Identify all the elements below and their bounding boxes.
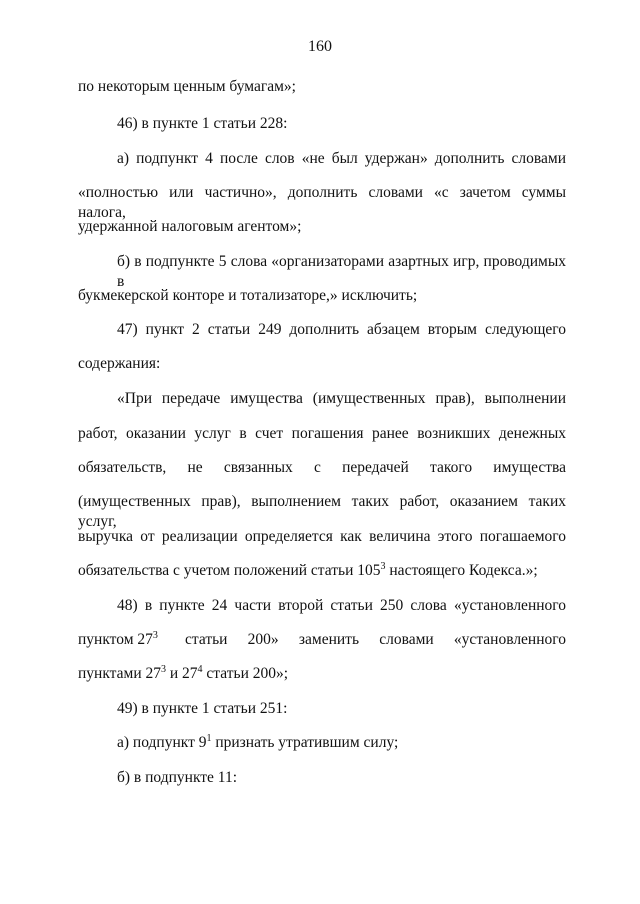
superscript: 3: [161, 664, 166, 675]
text-line: обязательств, не связанных с передачей такого имущества: [78, 459, 566, 476]
text-fragment: признать утратившим силу;: [211, 734, 399, 751]
text-line: по некоторым ценным бумагам»;: [78, 78, 296, 95]
text-fragment: обязательства с учетом положений статьи 105: [78, 562, 381, 579]
text-line: б) в подпункте 5 слова «организаторами азартных игр, проводимых в: [117, 253, 566, 290]
superscript: 3: [380, 561, 386, 572]
text-line: «При передаче имущества (имущественных прав), выполнении: [117, 390, 566, 407]
page-number: 160: [308, 38, 332, 55]
text-line: [117, 733, 566, 753]
text-fragment: статьи 200» заменить словами «установленного: [185, 631, 566, 648]
text-fragment: и 27: [166, 665, 198, 682]
text-line: 48) в пункте 24 части второй статьи 250 слова «установленного: [117, 597, 566, 614]
text-line: (имущественных прав), выполнением таких работ, оказанием таких услуг,: [78, 493, 566, 530]
superscript: 4: [197, 664, 203, 675]
text-line: 49) в пункте 1 статьи 251:: [117, 700, 288, 717]
text-line: букмекерской конторе и тотализаторе,» исключить;: [78, 287, 418, 304]
text-fragment: пунктами 27: [78, 665, 161, 682]
text-line: работ, оказании услуг в счет погашения ранее возникших денежных: [78, 425, 566, 442]
text-line: 46) в пункте 1 статьи 228:: [117, 115, 288, 132]
superscript: 1: [206, 733, 212, 744]
text-line: б) в подпункте 11:: [117, 769, 238, 786]
text-fragment: пунктом 27: [78, 631, 153, 648]
text-line: удержанной налоговым агентом»;: [78, 218, 302, 235]
text-line: выручка от реализации определяется как величина этого погашаемого: [78, 528, 566, 545]
text-fragment: а) подпункт 9: [117, 734, 207, 751]
text-line: [78, 664, 566, 684]
text-line: «полностью или частично», дополнить словами «с зачетом суммы налога,: [78, 184, 566, 221]
superscript: 3: [152, 630, 158, 641]
text-fragment: [78, 630, 158, 650]
text-line: а) подпункт 4 после слов «не был удержан» дополнить словами: [117, 150, 566, 167]
text-fragment: статьи 200»;: [202, 665, 289, 682]
text-line: [78, 561, 566, 581]
text-line: 47) пункт 2 статьи 249 дополнить абзацем вторым следующего: [117, 321, 566, 338]
text-fragment: настоящего Кодекса.»;: [385, 562, 538, 579]
text-line: содержания:: [78, 355, 161, 372]
